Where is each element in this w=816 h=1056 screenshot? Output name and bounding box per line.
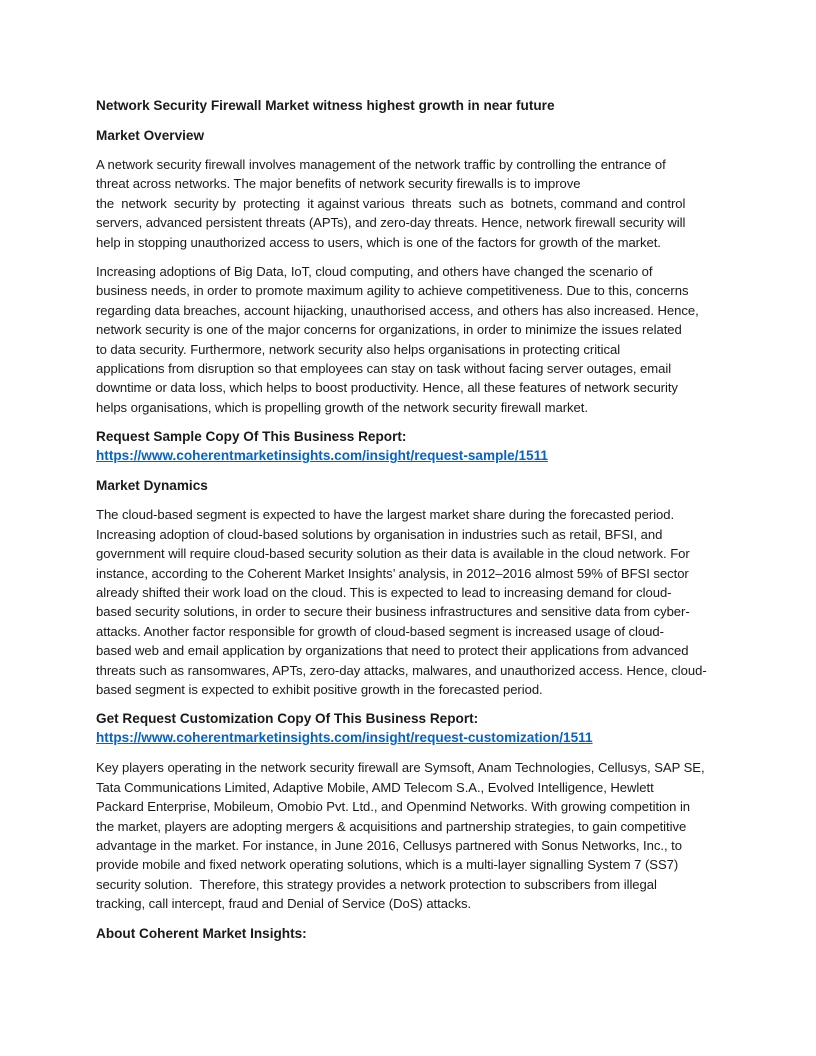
text-line: applications from disruption so that employees can stay on task without facing server outages, email [96, 361, 672, 377]
text-line: already shifted their work load on the cloud. This is expected to lead to increasing demand for cloud- [96, 584, 672, 600]
about-heading: About Coherent Market Insights: [96, 925, 307, 941]
text-line: based web and email application by organizations that need to protect their applications from advanced [96, 643, 689, 659]
text-line: downtime or data loss, which helps to boost productivity. Hence, all these features of network security [96, 380, 678, 396]
text-line: tracking, call intercept, fraud and Denial of Service (DoS) attacks. [96, 896, 472, 912]
text-line: Tata Communications Limited, Adaptive Mobile, AMD Telecom S.A., Evolved Intelligence, Hewlett [96, 779, 654, 795]
request-sample-label: Request Sample Copy Of This Business Report: [96, 429, 407, 445]
text-line: based security solutions, in order to secure their business infrastructures and sensitive data from cyber- [96, 604, 690, 620]
text-line: advantage in the market. For instance, in June 2016, Cellusys partnered with Sonus Networks, Inc., to [96, 837, 682, 853]
market-overview-paragraph-2 [96, 262, 722, 417]
market-overview-heading: Market Overview [96, 128, 205, 143]
request-customization-callout [96, 709, 722, 747]
text-line: based segment is expected to exhibit positive growth in the forecasted period. [96, 681, 543, 697]
request-sample-link[interactable]: https://www.coherentmarketinsights.com/insight/request-sample/1511 [96, 448, 548, 464]
market-dynamics-paragraph [96, 505, 722, 699]
request-customization-label: Get Request Customization Copy Of This Business Report: [96, 711, 479, 727]
text-line: helps organisations, which is propelling growth of the network security firewall market. [96, 399, 588, 415]
text-line: instance, according to the Coherent Market Insights’ analysis, in 2012–2016 almost 59% of BFSI sector [96, 565, 689, 581]
text-line: Packard Enterprise, Mobileum, Omobio Pvt. Ltd., and Openmind Networks. With growing competition in [96, 799, 691, 815]
text-line: Increasing adoptions of Big Data, IoT, cloud computing, and others have changed the scenario of [96, 264, 653, 280]
text-line: The cloud-based segment is expected to have the largest market share during the forecasted period. [96, 507, 675, 523]
text-line: to data security. Furthermore, network security also helps organisations in protecting critical [96, 341, 621, 357]
market-dynamics-heading: Market Dynamics [96, 478, 208, 494]
text-line: help in stopping unauthorized access to users, which is one of the factors for growth of the market. [96, 234, 661, 250]
text-line: the network security by protecting it against various threats such as botnets, command and control [96, 195, 686, 211]
text-line: government will require cloud-based security solution as their data is available in the cloud network. For [96, 546, 690, 562]
text-line: the market, players are adopting mergers & acquisitions and partnership strategies, to gain competitive [96, 818, 687, 834]
text-line: servers, advanced persistent threats (APTs), and zero-day threats. Hence, network firewall security will [96, 215, 686, 231]
text-line: Increasing adoption of cloud-based solutions by organisation in industries such as retail, BFSI, and [96, 526, 663, 542]
document-title: Network Security Firewall Market witness highest growth in near future [96, 98, 555, 113]
key-players-paragraph [96, 758, 722, 913]
text-line: Key players operating in the network security firewall are Symsoft, Anam Technologies, Cellusys, SAP SE, [96, 760, 705, 776]
text-line: threats such as ransomwares, APTs, zero-day attacks, malwares, and unauthorized access. Hence, cloud- [96, 662, 707, 678]
text-line: regarding data breaches, account hijacking, unauthorised access, and others has also increased. Hence, [96, 302, 699, 318]
text-line: business needs, in order to promote maximum agility to achieve competitiveness. Due to this, concerns [96, 283, 689, 299]
request-sample-callout [96, 427, 722, 465]
request-customization-link[interactable]: https://www.coherentmarketinsights.com/insight/request-customization/1511 [96, 730, 593, 746]
document-page [96, 96, 722, 953]
text-line: threat across networks. The major benefits of network security firewalls is to improve [96, 176, 581, 192]
text-line: A network security firewall involves management of the network traffic by controlling the entrance of [96, 157, 666, 172]
text-line: provide mobile and fixed network operating solutions, which is a multi-layer signalling System 7 (SS7) [96, 857, 679, 873]
text-line: network security is one of the major concerns for organizations, in order to minimize the issues related [96, 322, 682, 338]
text-line: security solution. Therefore, this strategy provides a network protection to subscribers from illegal [96, 876, 657, 892]
text-line: attacks. Another factor responsible for growth of cloud-based segment is increased usage of cloud- [96, 623, 664, 639]
market-overview-paragraph-1 [96, 155, 722, 252]
